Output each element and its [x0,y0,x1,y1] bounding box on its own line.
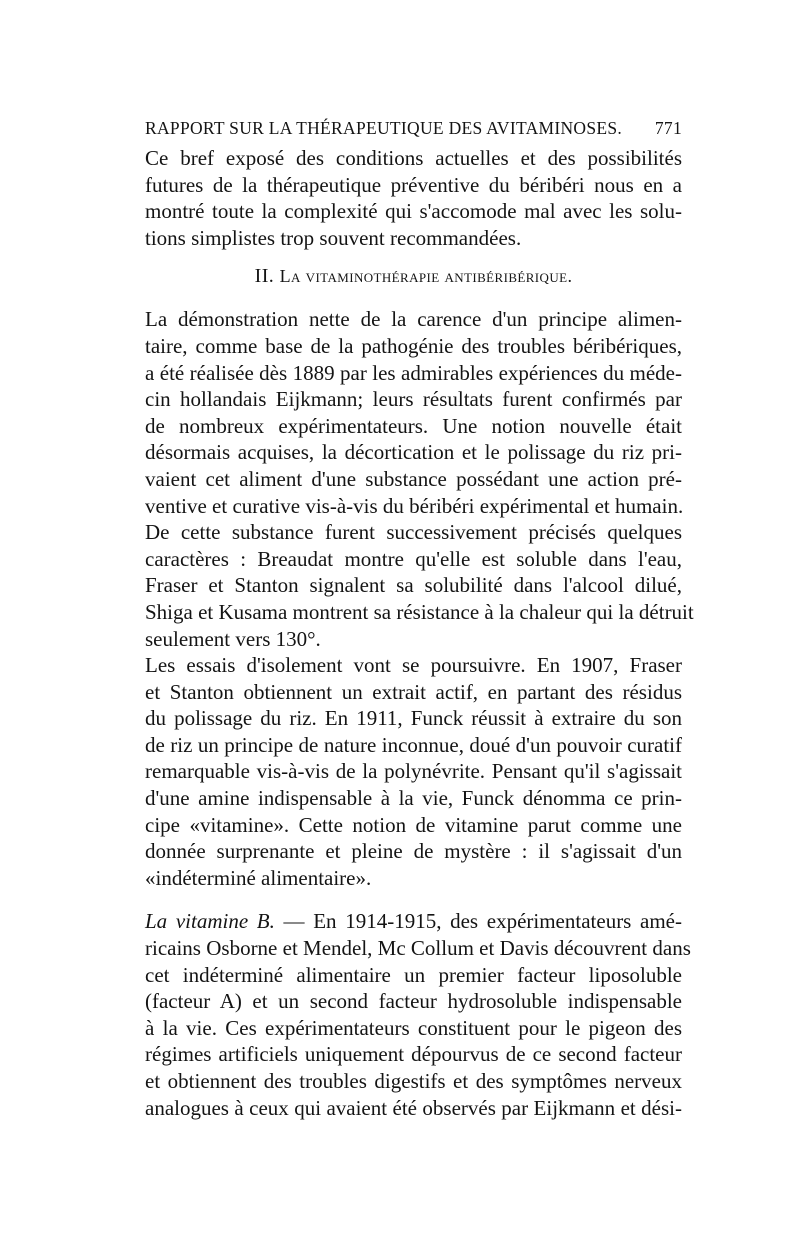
text-line: d'une amine indispensable à la vie, Funck dénomma ce prin- [145,786,682,811]
text-line: futures de la thérapeutique préventive du béribéri nous en a [145,172,682,197]
text-line: et obtiennent des troubles digestifs et des symptômes nerveux [145,1069,682,1093]
text-line: donnée surprenante et pleine de mystère : il s'agissait d'un [145,839,682,864]
text-line: de nombreux expérimentateurs. Une notion nouvelle était [145,413,682,438]
text-line: a été réalisée dès 1889 par les admirables expériences du méde- [145,360,682,385]
text-line: ventive et curative vis-à-vis du béribéri expérimental et humain. [145,493,684,518]
text-line: remarquable vis-à-vis de la polynévrite. Pensant qu'il s'agissait [145,759,682,784]
section-heading [145,265,682,288]
text-line: cet indéterminé alimentaire un premier facteur liposoluble [145,962,682,987]
text-line: désormais acquises, la décortication et le polissage du riz pri- [145,440,682,465]
text-line: tions simplistes trop souvent recommandées. [145,225,522,250]
section-numeral: II. [254,265,275,288]
text-line: du polissage du riz. En 1911, Funck réussit à extraire du son [145,706,682,731]
text-line: seulement vers 130°. [145,626,321,651]
text-line: régimes artificiels uniquement dépourvus de ce second facteur [145,1042,682,1067]
text-line: La démonstration nette de la carence d'un principe alimen- [145,307,682,332]
paragraph-gap [145,891,682,908]
text-line: montré toute la complexité qui s'accomode mal avec les solu- [145,199,682,224]
text-line: caractères : Breaudat montre qu'elle est soluble dans l'eau, [145,546,682,571]
text-line: (facteur A) et un second facteur hydrosoluble indispensable [145,989,682,1014]
paragraph-isolement [145,652,682,891]
text-line: vaient cet aliment d'une substance possédant une action pré- [145,466,682,491]
running-head-title: RAPPORT SUR LA THÉRAPEUTIQUE DES AVITAMINOSES. [145,118,623,138]
text-line: «indéterminé alimentaire». [145,865,372,890]
text-line: analogues à ceux qui avaient été observés par Eijkmann et dési- [145,1095,682,1120]
text-line: Ce bref exposé des conditions actuelles et des possibilités [145,146,682,170]
text-line: De cette substance furent successivement précisés quelques [145,520,682,545]
paragraph-vitamine-b [145,908,691,1121]
paragraph-substance [145,519,694,652]
running-head [145,112,682,145]
section-title: La vitaminothérapie antibéribérique. [279,266,573,287]
text-line [145,908,682,935]
text-line: Fraser et Stanton signalent sa solubilité dans l'alcool dilué, [145,573,682,598]
text-line: cin hollandais Eijkmann; leurs résultats furent confirmés par [145,387,682,412]
text-line: cipe «vitamine». Cette notion de vitamine parut comme une [145,812,682,837]
text-line: taire, comme base de la pathogénie des troubles béribériques, [145,333,682,358]
text-line: de riz un principe de nature inconnue, doué d'un pouvoir curatif [145,732,682,757]
text-line: ricains Osborne et Mendel, Mc Collum et Davis découvrent dans [145,936,691,961]
text-line: Les essais d'isolement vont se poursuivre. En 1907, Fraser [145,653,682,678]
text-line: Shiga et Kusama montrent sa résistance à la chaleur qui la détruit [145,599,694,624]
page-number: 771 [654,118,682,138]
intro-paragraph [145,145,682,251]
run-in-heading: La vitamine B. [145,909,275,934]
document-page [145,112,694,1121]
text-run: — En 1914-1915, des expérimentateurs amé- [274,909,682,934]
paragraph-carence [145,306,682,519]
text-line: et Stanton obtiennent un extrait actif, en partant des résidus [145,679,682,704]
text-line: à la vie. Ces expérimentateurs constituent pour le pigeon des [145,1015,682,1040]
